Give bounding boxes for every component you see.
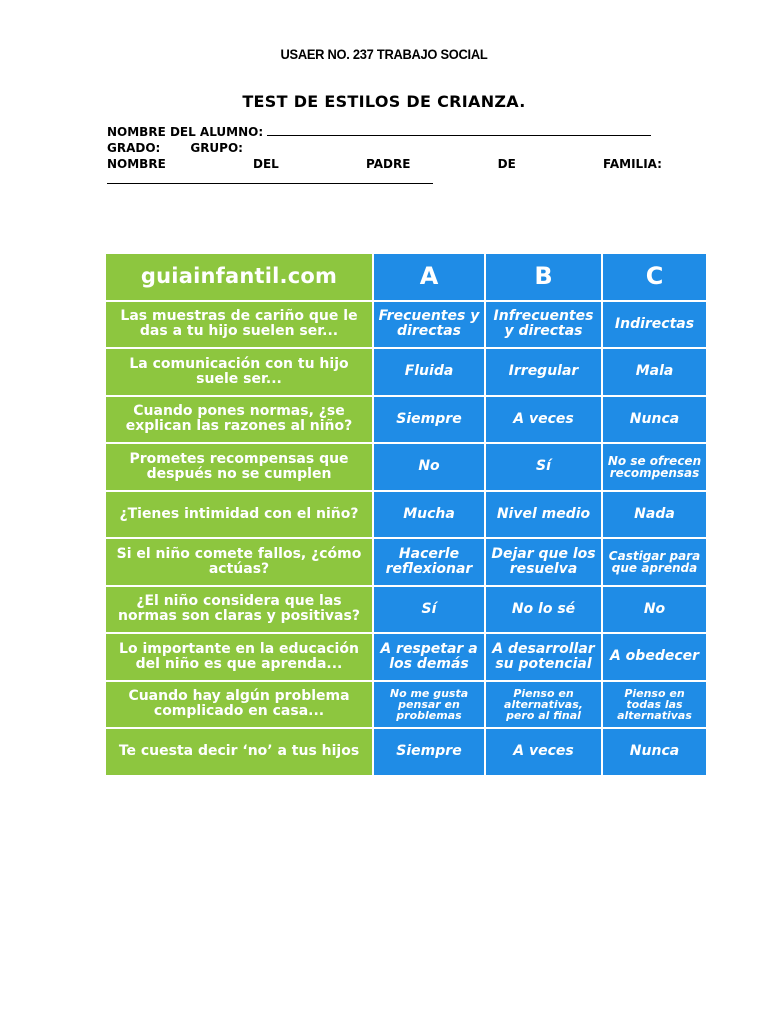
answer-c-cell: Castigar para que aprenda xyxy=(603,539,706,585)
answer-a-cell: Fluida xyxy=(374,349,484,395)
parent-word: FAMILIA: xyxy=(603,157,662,171)
answer-b-cell: A veces xyxy=(486,729,601,775)
answer-b-cell: No lo sé xyxy=(486,587,601,633)
question-cell: Lo importante en la educación del niño es que aprenda... xyxy=(106,634,372,680)
question-cell: Cuando hay algún problema complicado en casa... xyxy=(106,682,372,728)
org-header: USAER NO. 237 TRABAJO SOCIAL xyxy=(280,46,488,62)
parent-name-line-row xyxy=(107,172,662,188)
parent-name-blank[interactable] xyxy=(107,172,433,184)
answer-b-cell: Sí xyxy=(486,444,601,490)
answer-c-cell: Nunca xyxy=(603,397,706,443)
answer-b-cell: Dejar que los resuelva xyxy=(486,539,601,585)
answer-b-cell: A veces xyxy=(486,397,601,443)
question-cell: ¿Tienes intimidad con el niño? xyxy=(106,492,372,538)
parent-name-row xyxy=(107,156,662,172)
question-cell: Prometes recompensas que después no se cumplen xyxy=(106,444,372,490)
question-cell: Te cuesta decir ‘no’ a tus hijos xyxy=(106,729,372,775)
answer-c-cell: No xyxy=(603,587,706,633)
answer-a-cell: Siempre xyxy=(374,729,484,775)
column-header-a: A xyxy=(374,254,484,300)
student-name-blank[interactable] xyxy=(267,124,651,136)
answer-a-cell: Siempre xyxy=(374,397,484,443)
answer-a-cell: No xyxy=(374,444,484,490)
group-label: GRUPO: xyxy=(190,141,243,155)
parent-word: DE xyxy=(497,157,516,171)
parent-word: PADRE xyxy=(366,157,411,171)
answer-c-cell: Nada xyxy=(603,492,706,538)
parent-word: DEL xyxy=(253,157,279,171)
answer-a-cell: A respetar a los demás xyxy=(374,634,484,680)
grade-group-row xyxy=(107,140,662,156)
student-name-row xyxy=(107,124,662,140)
grade-label: GRADO: xyxy=(107,141,161,155)
answer-a-cell: Sí xyxy=(374,587,484,633)
answer-b-cell: A desarrollar su potencial xyxy=(486,634,601,680)
answer-b-cell: Nivel medio xyxy=(486,492,601,538)
answer-c-cell: Pienso en todas las alternativas xyxy=(603,682,706,728)
answer-c-cell: Mala xyxy=(603,349,706,395)
column-header-b: B xyxy=(486,254,601,300)
answer-c-cell: Nunca xyxy=(603,729,706,775)
brand-logo: guiainfantil.com xyxy=(106,254,372,300)
answer-b-cell: Infrecuentes y directas xyxy=(486,302,601,348)
question-cell: Las muestras de cariño que le das a tu hijo suelen ser... xyxy=(106,302,372,348)
answer-a-cell: Hacerle reflexionar xyxy=(374,539,484,585)
answer-b-cell: Pienso en alternativas, pero al final xyxy=(486,682,601,728)
student-name-label: NOMBRE DEL ALUMNO: xyxy=(107,125,264,139)
question-cell: Cuando pones normas, ¿se explican las razones al niño? xyxy=(106,397,372,443)
answer-c-cell: No se ofrecen recompensas xyxy=(603,444,706,490)
parent-word: NOMBRE xyxy=(107,157,166,171)
answer-a-cell: Frecuentes y directas xyxy=(374,302,484,348)
student-form xyxy=(107,124,662,188)
document-title: TEST DE ESTILOS DE CRIANZA. xyxy=(242,92,526,111)
column-header-c: C xyxy=(603,254,706,300)
question-cell: La comunicación con tu hijo suele ser... xyxy=(106,349,372,395)
answer-a-cell: No me gusta pensar en problemas xyxy=(374,682,484,728)
question-cell: ¿El niño considera que las normas son claras y positivas? xyxy=(106,587,372,633)
answer-c-cell: Indirectas xyxy=(603,302,706,348)
question-cell: Si el niño comete fallos, ¿cómo actúas? xyxy=(106,539,372,585)
answer-b-cell: Irregular xyxy=(486,349,601,395)
answer-a-cell: Mucha xyxy=(374,492,484,538)
answer-c-cell: A obedecer xyxy=(603,634,706,680)
parenting-style-table xyxy=(106,254,702,775)
